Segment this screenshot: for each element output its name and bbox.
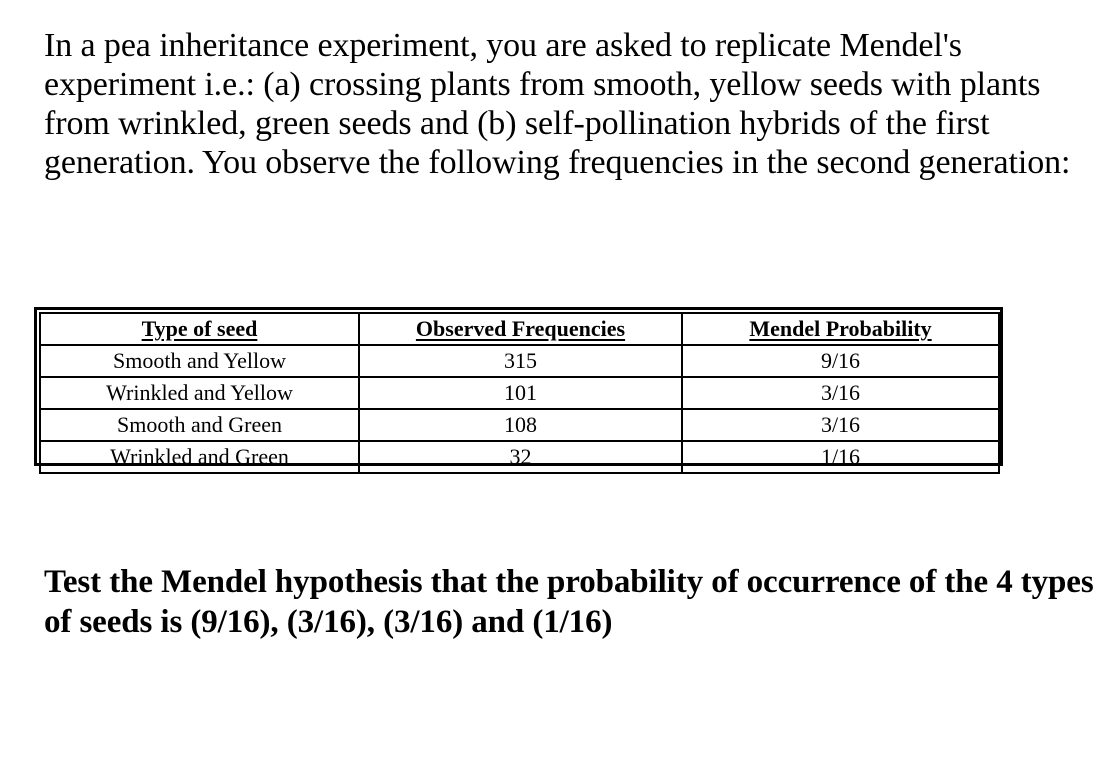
table-header-row <box>40 313 999 345</box>
header-type-of-seed: Type of seed <box>40 313 359 345</box>
seed-type-cell: Wrinkled and Green <box>40 441 359 473</box>
table-row <box>40 409 999 441</box>
observed-frequency-cell: 315 <box>359 345 682 377</box>
question-text: Test the Mendel hypothesis that the probability of occurrence of the 4 types of seeds is (9/16), (3/16), (3/16) and (1/16) <box>44 564 1094 640</box>
observed-frequency-cell: 108 <box>359 409 682 441</box>
observed-frequency-cell: 32 <box>359 441 682 473</box>
header-observed-frequencies: Observed Frequencies <box>359 313 682 345</box>
frequency-table-frame <box>34 307 1003 469</box>
table-row <box>40 377 999 409</box>
frequency-table <box>39 312 1000 474</box>
table-row <box>40 345 999 377</box>
seed-type-cell: Smooth and Yellow <box>40 345 359 377</box>
mendel-probability-cell: 9/16 <box>682 345 999 377</box>
observed-frequency-cell: 101 <box>359 377 682 409</box>
mendel-probability-cell: 1/16 <box>682 441 999 473</box>
mendel-probability-cell: 3/16 <box>682 409 999 441</box>
seed-type-cell: Smooth and Green <box>40 409 359 441</box>
table-row <box>40 441 999 473</box>
problem-intro-text: In a pea inheritance experiment, you are asked to replicate Mendel's experiment i.e.: (a) crossing plants from smooth, yellow seeds with plants from wrinkled, green seeds and (b) self-pollination hybrids of the first generation. You observe the following frequencies in the second generation: <box>44 27 1071 181</box>
mendel-probability-cell: 3/16 <box>682 377 999 409</box>
seed-type-cell: Wrinkled and Yellow <box>40 377 359 409</box>
header-mendel-probability: Mendel Probability <box>682 313 999 345</box>
